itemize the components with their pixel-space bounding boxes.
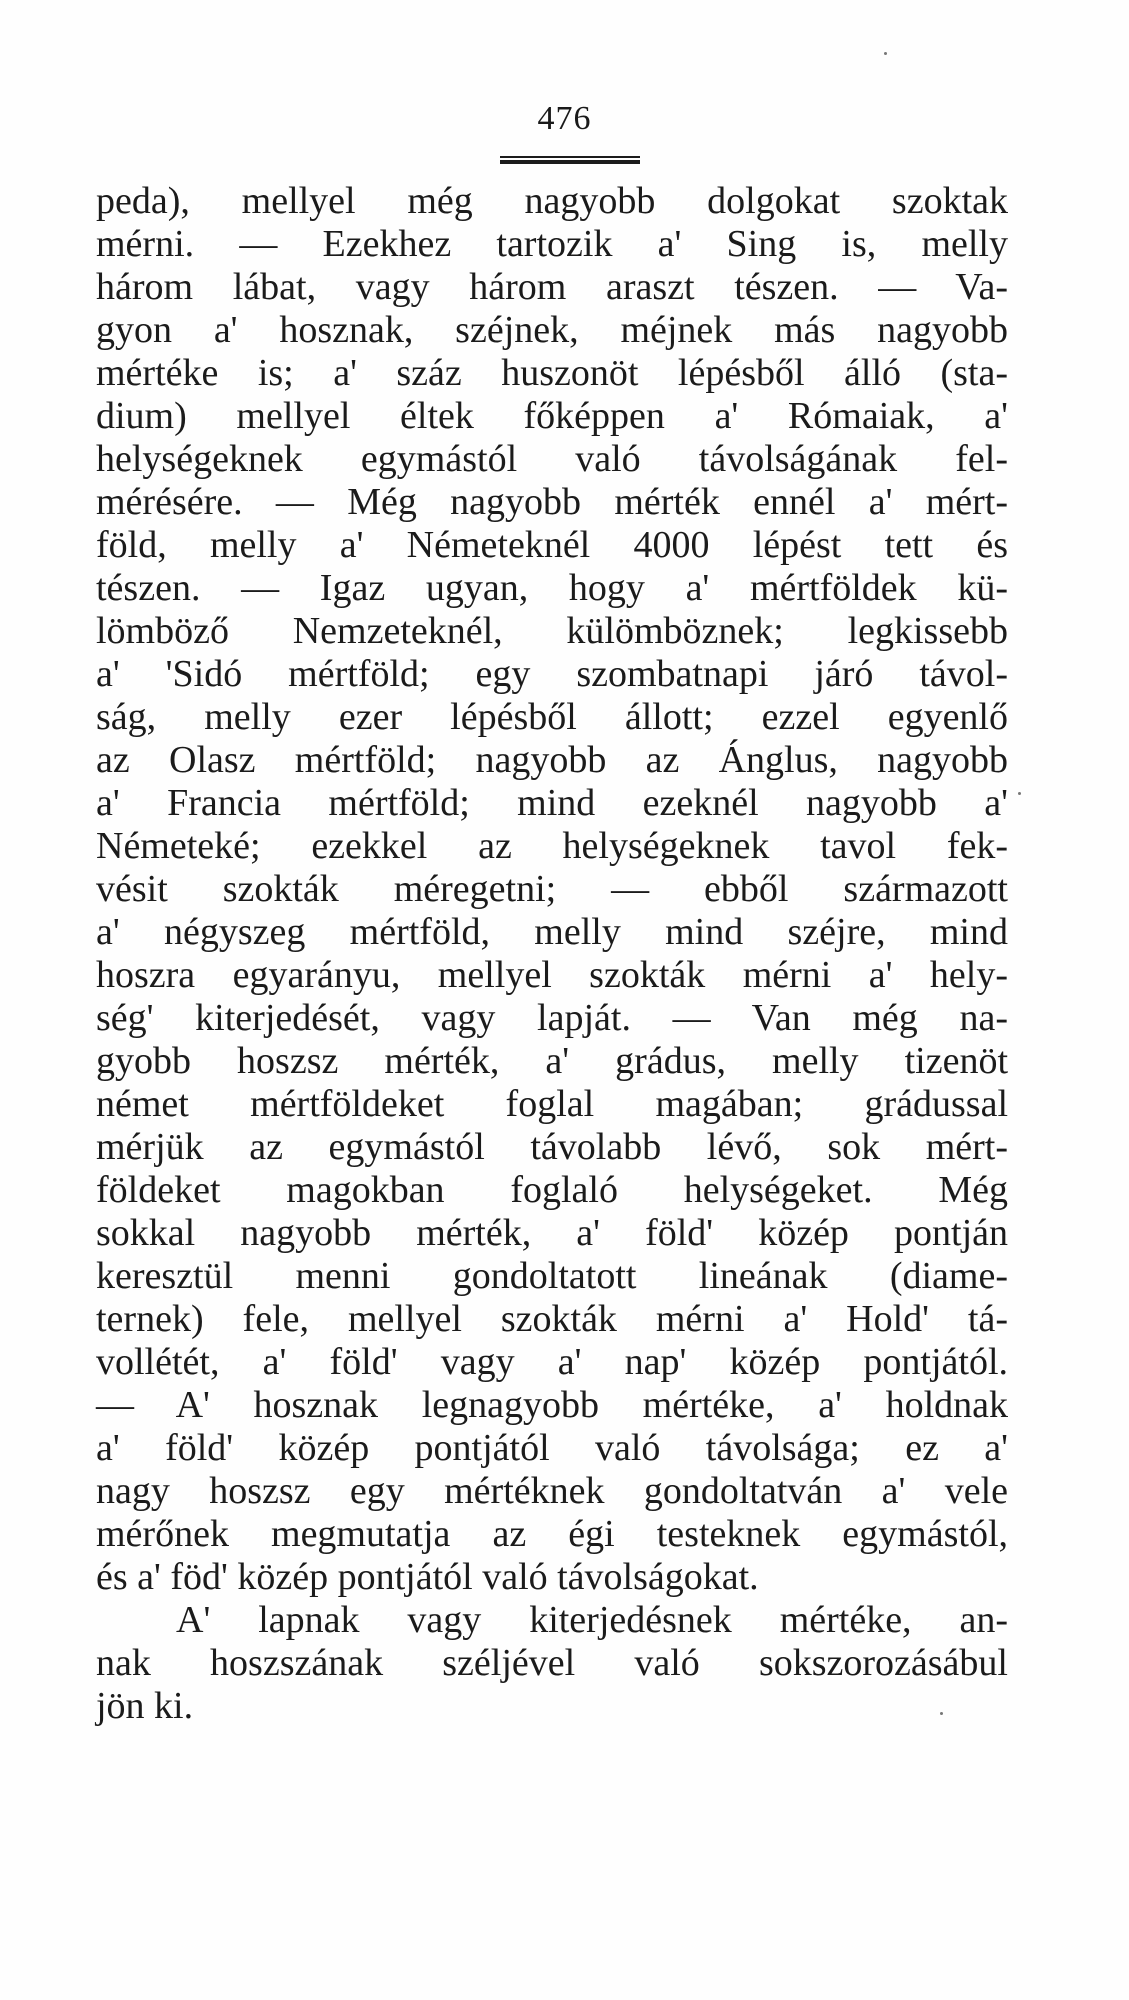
text-line: nagy hoszsz egy mértéknek gondoltatván a' vele xyxy=(96,1470,1008,1512)
text-line: ség' kiterjedését, vagy lapját. — Van még na- xyxy=(96,997,1008,1039)
header-rule-thin xyxy=(500,156,640,158)
text-line: vésit szokták méregetni; — ebből származott xyxy=(96,868,1008,910)
text-line: gyon a' hosznak, széjnek, méjnek más nagyobb xyxy=(96,309,1008,351)
text-line: mértéke is; a' száz huszonöt lépésből álló (sta- xyxy=(96,352,1008,394)
text-line: vollétét, a' föld' vagy a' nap' közép pontjától. xyxy=(96,1341,1008,1383)
text-line: hoszra egyarányu, mellyel szokták mérni a' hely- xyxy=(96,954,1008,996)
body-text xyxy=(96,180,1008,1728)
text-line: keresztül menni gondoltatott lineának (diame- xyxy=(96,1255,1008,1297)
text-line: ternek) fele, mellyel szokták mérni a' Hold' tá- xyxy=(96,1298,1008,1340)
paper-speck xyxy=(1018,792,1021,795)
text-line: ság, melly ezer lépésből állott; ezzel egyenlő xyxy=(96,696,1008,738)
text-line: föld, melly a' Németeknél 4000 lépést tett és xyxy=(96,524,1008,566)
text-line: és a' föd' közép pontjától való távolságokat. xyxy=(96,1556,759,1598)
text-line: a' négyszeg mértföld, melly mind széjre, mind xyxy=(96,911,1008,953)
text-line: nak hoszszának széljével való sokszorozásábul xyxy=(96,1642,1008,1684)
text-line: gyobb hoszsz mérték, a' grádus, melly tizenöt xyxy=(96,1040,1008,1082)
text-line: Németeké; ezekkel az helységeknek tavol fek- xyxy=(96,825,1008,867)
paper-speck xyxy=(884,52,887,55)
text-line: a' 'Sidó mértföld; egy szombatnapi járó távol- xyxy=(96,653,1008,695)
text-line: lömböző Nemzeteknél, külömböznek; legkissebb xyxy=(96,610,1008,652)
text-line: a' föld' közép pontjától való távolsága; ez a' xyxy=(96,1427,1008,1469)
text-line: az Olasz mértföld; nagyobb az Ánglus, nagyobb xyxy=(96,739,1008,781)
text-line: földeket magokban foglaló helységeket. Még xyxy=(96,1169,1008,1211)
text-line: három lábat, vagy három araszt tészen. — Va- xyxy=(96,266,1008,308)
text-line: — A' hosznak legnagyobb mértéke, a' holdnak xyxy=(96,1384,1008,1426)
paper-speck xyxy=(940,1712,943,1715)
text-line: sokkal nagyobb mérték, a' föld' közép pontján xyxy=(96,1212,1008,1254)
text-line: mérésére. — Még nagyobb mérték ennél a' mért- xyxy=(96,481,1008,523)
text-line: jön ki. xyxy=(96,1685,194,1727)
header-rule-thick xyxy=(500,160,640,164)
header-rule xyxy=(500,156,640,164)
text-line: dium) mellyel éltek főképpen a' Rómaiak, a' xyxy=(96,395,1008,437)
text-line: mérjük az egymástól távolabb lévő, sok mért- xyxy=(96,1126,1008,1168)
text-line: tészen. — Igaz ugyan, hogy a' mértföldek kü- xyxy=(96,567,1008,609)
text-line: mérni. — Ezekhez tartozik a' Sing is, melly xyxy=(96,223,1008,265)
text-line: német mértföldeket foglal magában; grádussal xyxy=(96,1083,1008,1125)
text-line: A' lapnak vagy kiterjedésnek mértéke, an- xyxy=(176,1599,1008,1641)
text-line: a' Francia mértföld; mind ezeknél nagyobb a' xyxy=(96,782,1008,824)
text-line: peda), mellyel még nagyobb dolgokat szoktak xyxy=(96,180,1008,222)
page-number: 476 xyxy=(537,100,592,137)
text-line: helységeknek egymástól való távolságának fel- xyxy=(96,438,1008,480)
text-line: mérőnek megmutatja az égi testeknek egymástól, xyxy=(96,1513,1008,1555)
